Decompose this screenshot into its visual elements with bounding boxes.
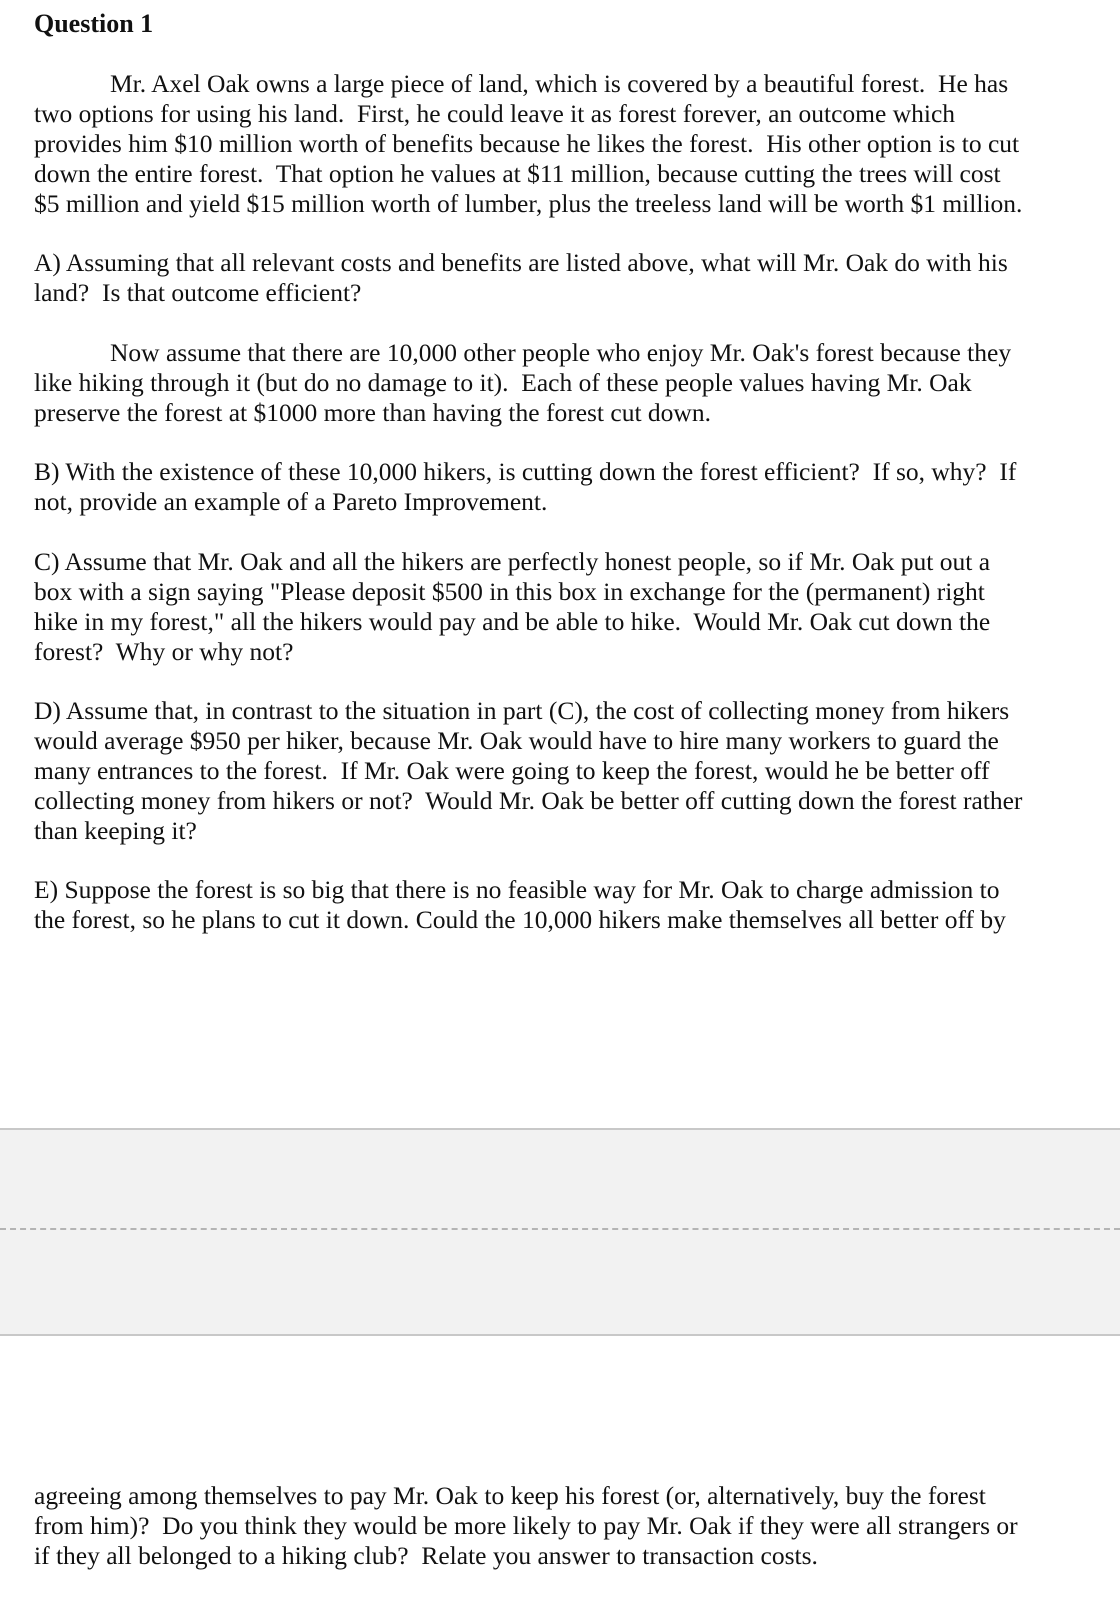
text-line: would average $950 per hiker, because Mr. Oak would have to hire many workers to guard the [34,726,999,755]
text-line: collecting money from hikers or not? Would Mr. Oak be better off cutting down the forest rather [34,786,1023,815]
text-line: if they all belonged to a hiking club? Relate you answer to transaction costs. [34,1541,818,1570]
intro-paragraph [34,69,1114,219]
question-title: Question 1 [34,9,154,38]
text-line: B) With the existence of these 10,000 hikers, is cutting down the forest efficient? If so, why? If [34,457,1017,486]
page-break-band [0,1128,1120,1336]
part-c-question [34,547,1114,667]
part-e-continued [34,1481,1114,1571]
text-line: the forest, so he plans to cut it down. Could the 10,000 hikers make themselves all better off by [34,905,1006,934]
text-line: like hiking through it (but do no damage to it). Each of these people values having Mr. Oak [34,368,972,397]
text-line: box with a sign saying "Please deposit $500 in this box in exchange for the (permanent) right [34,577,985,606]
text-line: C) Assume that Mr. Oak and all the hikers are perfectly honest people, so if Mr. Oak put out a [34,547,991,576]
part-b-question [34,457,1114,517]
part-d-question [34,696,1114,846]
text-line: from him)? Do you think they would be more likely to pay Mr. Oak if they were all strangers or [34,1511,1018,1540]
text-line: forest? Why or why not? [34,637,294,666]
text-line: two options for using his land. First, he could leave it as forest forever, an outcome which [34,99,956,128]
text-line: Now assume that there are 10,000 other people who enjoy Mr. Oak's forest because they [110,338,1012,367]
text-line: provides him $10 million worth of benefits because he likes the forest. His other option is to cut [34,129,1020,158]
part-e-question [34,875,1114,935]
text-line: than keeping it? [34,816,197,845]
text-line: D) Assume that, in contrast to the situation in part (C), the cost of collecting money from hikers [34,696,1010,725]
text-line: $5 million and yield $15 million worth of lumber, plus the treeless land will be worth $1 million. [34,189,1023,218]
text-line: preserve the forest at $1000 more than having the forest cut down. [34,398,711,427]
text-line: many entrances to the forest. If Mr. Oak were going to keep the forest, would he be better off [34,756,990,785]
hikers-paragraph [34,338,1114,428]
page-break-dashed-divider [0,1228,1120,1230]
text-line: E) Suppose the forest is so big that there is no feasible way for Mr. Oak to charge admission to [34,875,1000,904]
text-line: A) Assuming that all relevant costs and benefits are listed above, what will Mr. Oak do with his [34,248,1008,277]
text-line: hike in my forest," all the hikers would pay and be able to hike. Would Mr. Oak cut down the [34,607,991,636]
text-line: down the entire forest. That option he values at $11 million, because cutting the trees will cost [34,159,1001,188]
text-line: Mr. Axel Oak owns a large piece of land, which is covered by a beautiful forest. He has [110,69,1009,98]
text-line: land? Is that outcome efficient? [34,278,362,307]
part-a-question [34,248,1114,308]
text-line: agreeing among themselves to pay Mr. Oak to keep his forest (or, alternatively, buy the forest [34,1481,986,1510]
text-line: not, provide an example of a Pareto Improvement. [34,487,548,516]
